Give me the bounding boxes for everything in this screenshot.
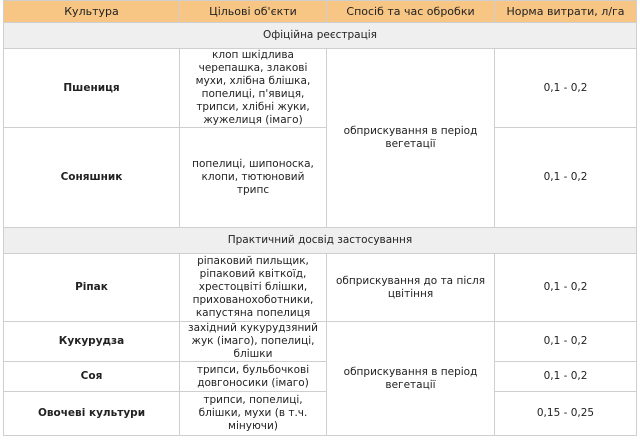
table-row — [4, 49, 637, 128]
section-official: Офіційна реєстрація — [4, 23, 637, 49]
crop-cell: Соя — [4, 362, 180, 392]
header-targets: Цільові об'єкти — [180, 1, 327, 23]
section-row-practical — [4, 228, 637, 254]
rate-cell: 0,15 - 0,25 — [495, 392, 637, 436]
table-row — [4, 254, 637, 322]
targets-cell: трипси, попелиці, блішки, мухи (в т.ч. мінуючи) — [180, 392, 327, 436]
method-cell: обприскування в період вегетації — [327, 322, 495, 436]
rate-cell: 0,1 - 0,2 — [495, 128, 637, 228]
crop-cell: Соняшник — [4, 128, 180, 228]
table-row — [4, 128, 637, 228]
crop-cell: Овочеві культури — [4, 392, 180, 436]
method-cell: обприскування в період вегетації — [327, 49, 495, 228]
method-cell: обприскування до та після цвітіння — [327, 254, 495, 322]
targets-cell: трипси, бульбочкові довгоносики (імаго) — [180, 362, 327, 392]
rate-cell: 0,1 - 0,2 — [495, 49, 637, 128]
header-row — [4, 1, 637, 23]
table-row — [4, 392, 637, 436]
targets-cell: ріпаковий пильщик, ріпаковий квіткоїд, хрестоцвіті блішки, прихованохоботники, капустяна попелиця — [180, 254, 327, 322]
crop-cell: Пшениця — [4, 49, 180, 128]
pesticide-application-table — [3, 0, 637, 436]
header-rate: Норма витрати, л/га — [495, 1, 637, 23]
rate-cell: 0,1 - 0,2 — [495, 254, 637, 322]
rate-cell: 0,1 - 0,2 — [495, 322, 637, 362]
rate-cell: 0,1 - 0,2 — [495, 362, 637, 392]
targets-cell: попелиці, шипоноска, клопи, тютюновий трипс — [180, 128, 327, 228]
section-row-official — [4, 23, 637, 49]
targets-cell: клоп шкідлива черепашка, злакові мухи, хлібна блішка, попелиці, п'явиця, трипси, хлібні жуки, жужелиця (імаго) — [180, 49, 327, 128]
crop-cell: Ріпак — [4, 254, 180, 322]
table-row — [4, 322, 637, 362]
header-crop: Культура — [4, 1, 180, 23]
crop-cell: Кукурудза — [4, 322, 180, 362]
targets-cell: західний кукурудзяний жук (імаго), попелиці, блішки — [180, 322, 327, 362]
table-row — [4, 362, 637, 392]
section-practical: Практичний досвід застосування — [4, 228, 637, 254]
header-method: Спосіб та час обробки — [327, 1, 495, 23]
